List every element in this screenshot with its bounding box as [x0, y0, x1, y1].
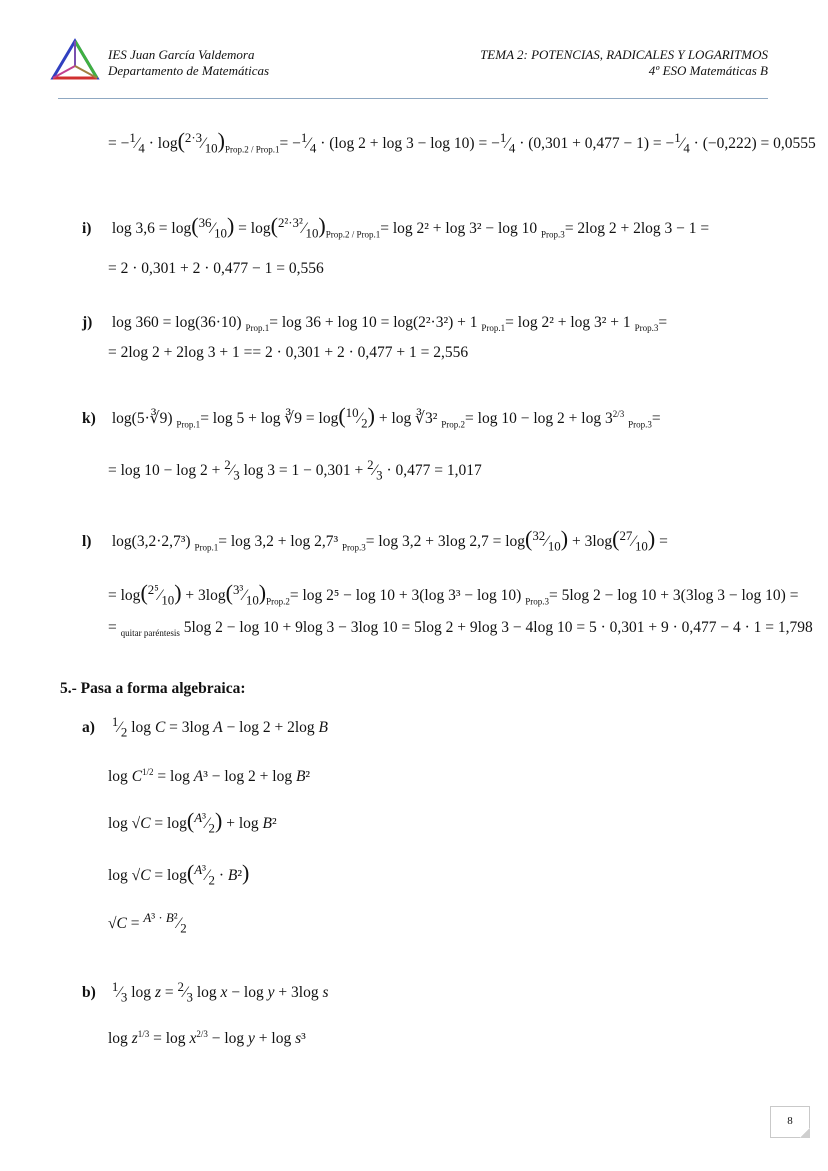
department-name: Departamento de Matemáticas	[108, 63, 270, 78]
section-5-title: 5.- Pasa a forma algebraica:	[60, 680, 246, 697]
header-right	[480, 47, 768, 79]
exercise-i-line-1: i) $\log 3,6 = \log(^{36}⁄_{10})$ = $\log(^{2^2\cdot 3^2}⁄_{10})_{Prop.2 / Prop.1}= \log 2^2 + \log 3^2 - \log 10$ $_{Prop.3}$= 2log 2 + 2log 3 − 1 =	[82, 213, 710, 241]
exercise-5b-line-2: $\log z^{1/3} = \log x^{2/3} - \log y + \log s^3$	[108, 1029, 306, 1048]
exercise-5a-line-2: $\log C^{1/2} = \log A^3 - \log 2 + \log B^2$	[108, 767, 311, 786]
exercise-k-line-2: = $\log 10 - \log 2 + ^2⁄_3$ $\log 3 = 1 - 0,301 + ^2⁄_3 \cdot 0,477 = 1,017$	[108, 457, 482, 483]
exercise-5a-line-4: $\log √C = \log(^{A^3}⁄_2 \cdot B^2)$	[108, 860, 250, 888]
school-logo	[49, 38, 101, 82]
exercise-j-line-1: j) log 360 = log(36·10) $_{Prop.1}$= log 36 + log 10 = log(2²·3²) + 1 $_{Prop.1}$= log 2² + log 3² + 1 $_{Prop.3}$=	[82, 314, 668, 334]
exercise-h-continuation: = $-^1⁄_4$ · $\log(^{2\cdot 3}⁄_{10})_{Prop.2 / Prop.1}=$ $-^1⁄_4 \cdot (\log$ $2 + \log 3 - \log 10) = -^1⁄_4 \cdot (0,301 + 0,477 - 1)$ = $-^1⁄_4 \cdot (-0,222) = 0,0555$	[108, 128, 816, 156]
page-fold-icon	[800, 1128, 810, 1138]
exercise-l-line-2: = $\log(^{2^5}⁄_{10})$ + $3\log(^{3^3}⁄_{10})_{Prop.2}= \log 2^5 - \log 10 + 3(\log$ 3³ − log 10) $_{Prop.3}$= 5log 2 − log 10 + 3(3log 3 − log 10) =	[108, 580, 799, 608]
exercise-j-label: j)	[82, 314, 93, 331]
exercise-j-line-2: = 2log 2 + 2log 3 + 1 == 2 · 0,301 + 2 · 0,477 + 1 = 2,556	[108, 344, 469, 361]
school-name: IES Juan García Valdemora	[108, 47, 255, 62]
exercise-5a-line-5: $√C = ^{A^3 \cdot B^2}⁄_2$	[108, 910, 187, 936]
exercise-l-line-1: l) log(3,2·2,7³) $_{Prop.1}$= log 3,2 + log 2,7³ $_{Prop.3}$= log 3,2 + 3log $2,7 = \log(^{32}⁄_{10})$ + $3\log(^{27}⁄_{10})$ =	[82, 526, 668, 554]
topic-title: TEMA 2: POTENCIAS, RADICALES Y LOGARITMOS	[480, 47, 768, 62]
exercise-5a-label: a)	[82, 719, 95, 737]
exercise-k-label: k)	[82, 410, 96, 428]
header-left	[108, 47, 269, 79]
exercise-5a-line-1: a) $^1⁄_2$ log C = 3log A − log 2 + 2log B	[82, 714, 329, 740]
exercise-l-label: l)	[82, 533, 92, 551]
exercise-5b-line-1: b) $^1⁄_3$ $\log z = ^2⁄_3$ log x − log y + 3log s	[82, 979, 329, 1005]
exercise-i-line-2: = 2 · 0,301 + 2 · 0,477 − 1 = 0,556	[108, 260, 324, 277]
page-number-box	[770, 1106, 810, 1138]
page-number: 8	[787, 1115, 793, 1127]
exercise-i-label: i)	[82, 220, 92, 238]
exercise-5b-label: b)	[82, 984, 96, 1002]
course-name: 4º ESO Matemáticas B	[648, 63, 768, 78]
exercise-k-line-1: k) log(5·∛9) $_{Prop.1}$= log 5 + log ∛9 = $\log(^{10}⁄_2) + \log$ ∛3² $_{Prop.2}= \log 10 - \log 2 + \log 3^{2/3}$ $_{Prop.3}$=	[82, 403, 661, 431]
header-divider	[58, 98, 768, 99]
exercise-5a-line-3: $\log √C = \log(^{A^3}⁄_2) + \log B^2$	[108, 808, 277, 836]
exercise-l-line-3: = $_{quitar paréntesis}$ 5log 2 − log 10 + 9log 3 − 3log 10 = 5log 2 + 9log 3 − 4log 10 = 5 · 0,301 + 9 · 0,477 − 4 · 1 = 1,798	[108, 619, 813, 639]
